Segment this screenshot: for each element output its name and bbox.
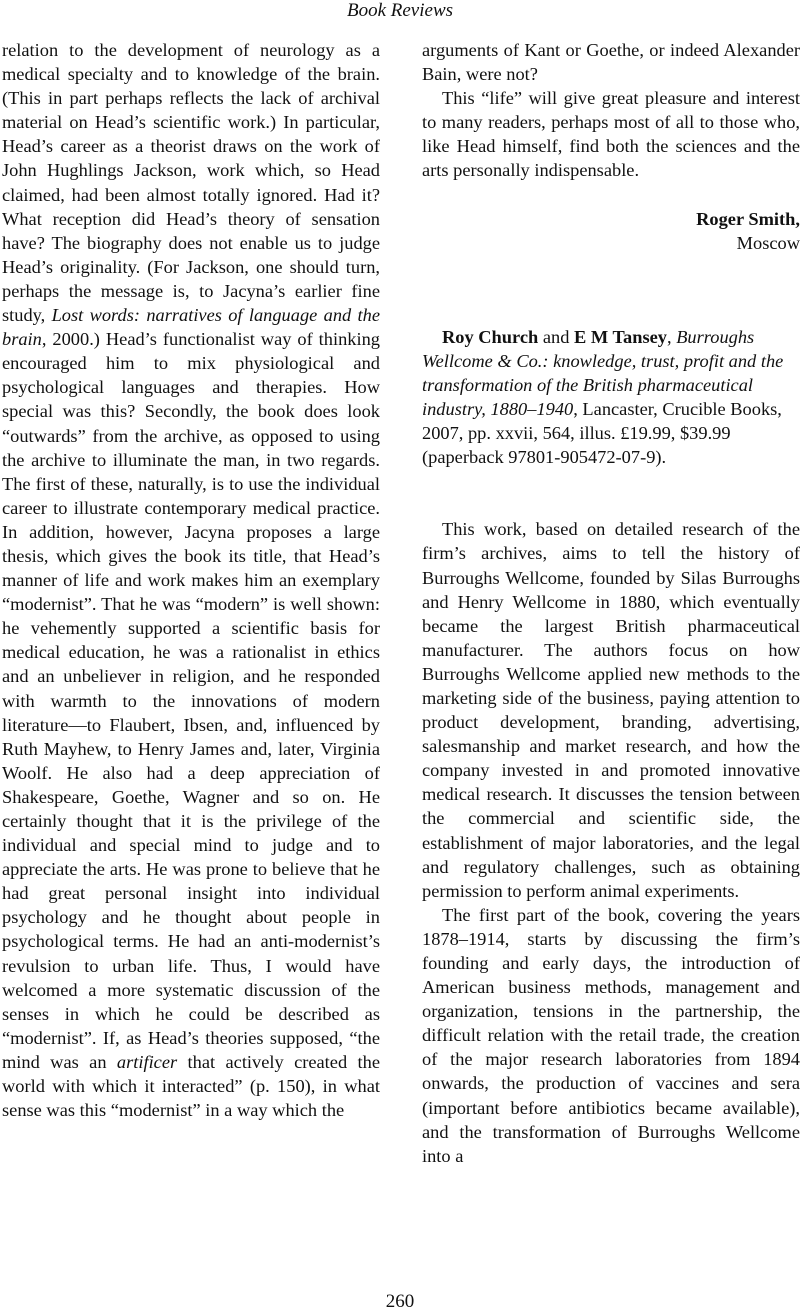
reviewer-location: Moscow xyxy=(736,232,800,253)
review-paragraph-continued xyxy=(2,38,380,1122)
italic-word: artificer xyxy=(116,1051,178,1072)
cited-title: Lost words: narratives of language and the brain xyxy=(2,305,380,350)
page-number: 260 xyxy=(385,1291,415,1312)
citation-author: E M Tansey xyxy=(573,326,667,347)
citation-comma: , xyxy=(667,326,677,347)
running-head: Book Reviews xyxy=(346,0,454,21)
reviewer-name: Roger Smith, xyxy=(696,208,800,229)
paragraph-continuation: arguments of Kant or Goethe, or indeed Alexander Bain, were not? xyxy=(422,40,800,85)
citation-and: and xyxy=(538,326,574,347)
citation-details: , Lancaster, Crucible Books, 2007, pp. xxvii, 564, illus. £19.99, $39.99 (paperback 97801-905472-07-9). xyxy=(422,399,782,468)
review-paragraph: The first part of the book, covering the years 1878–1914, starts by discussing the firm’s founding and early days, the introduction of American business methods, management and organization, tensions in the partnership, the difficult relation with the retail trade, the creation of the major research laboratories from 1894 onwards, the production of vaccines and sera (important before antibiotics became available), and the transformation of Burroughs Wellcome into a xyxy=(422,904,800,1166)
review-paragraph: This work, based on detailed research of the firm’s archives, aims to tell the history of Burroughs Wellcome, founded by Silas Burroughs and Henry Wellcome in 1880, which eventually became the largest British pharmaceutical manufacturer. The authors focus on how Burroughs Wellcome applied new methods to the marketing side of the business, paying attention to product development, branding, advertising, salesmanship and market research, and how the company invested in and promoted innovative medical research. It discusses the tension between the commercial and scientific side, the establishment of major laboratories, and the legal and regulatory challenges, such as obtaining permission to perform animal experiments. xyxy=(422,519,800,901)
text-span: , 2000.) Head’s functionalist way of thinking encouraged him to mix physiological and psychological languages and therapies. How special was this? Secondly, the book does look “outwards” from the archive, as opposed to using the archive to illuminate the man, in two regards. The first of these, naturally, is to use the individual career to illustrate contemporary medical practice. In addition, however, Jacyna proposes a large thesis, which gives the book its title, that Head’s manner of life and work makes him an exemplary “modernist”. That he was “modern” is well shown: he vehemently supported a scientific basis for medical education, he was a rationalist in ethics and an unbeliever in religion, and he responded with warmth to the innovations of modern literature—to Flaubert, Ibsen, and, influenced by Ruth Mayhew, to Henry James and, later, Virginia Woolf. He also had a deep appreciation of Shakespeare, Goethe, Wagner and so on. He certainly thought that it is the privilege of the individual and special mind to judge and to appreciate the arts. He was prone to believe that he had great personal insight into individual psychology and he thought about people in psychological terms. He had an anti-modernist’s revulsion to urban life. Thus, I would have welcomed a more systematic discussion of the senses in which he could be described as “modernist”. If, as Head’s theories supposed, “the mind was an xyxy=(2,329,380,1072)
text-span: relation to the development of neurology as a medical specialty and to knowledge of the brain. (This in part perhaps reflects the lack of archival material on Head’s scientific work.) In particular, Head’s career as a theorist draws on the work of John Hughlings Jackson, work which, so Head claimed, had been almost totally ignored. Had it? What reception did Head’s theory of sensation have? The biography does not enable us to judge Head’s originality. (For Jackson, one should turn, perhaps the message is, to Jacyna’s earlier fine study, xyxy=(2,40,380,326)
right-column xyxy=(422,38,800,1168)
closing-paragraph: This “life” will give great pleasure and interest to many readers, perhaps most of all to those who, like Head himself, find both the sciences and the arts personally indispensable. xyxy=(422,88,800,181)
citation-title: Burroughs Wellcome & Co.: knowledge, trust, profit and the transformation of the British pharmaceutical industry, 1880–1940 xyxy=(422,326,784,420)
book-citation xyxy=(422,325,800,470)
section-gap xyxy=(422,469,800,517)
left-column xyxy=(2,38,380,1122)
citation-author: Roy Church xyxy=(442,326,539,347)
text-span: that actively created the world with which it interacted” (p. 150), in what sense was this “modernist” in a way which the xyxy=(2,1051,380,1121)
